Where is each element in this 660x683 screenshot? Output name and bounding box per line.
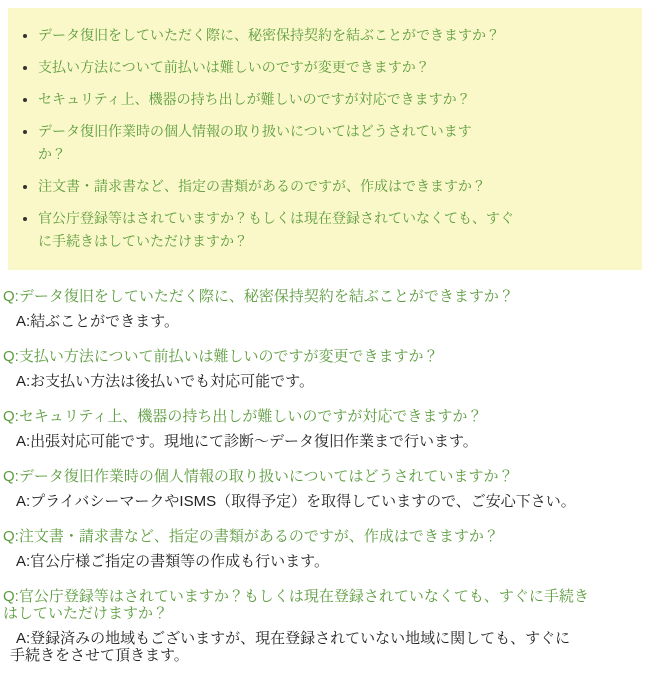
faq-answer: A:出張対応可能です。現地にて診断～データ復旧作業まで行います。 (16, 433, 478, 450)
question-list-item (38, 120, 630, 166)
question-list-item (38, 88, 630, 111)
question-list-item-text: データ復旧作業時の個人情報の取り扱いについてはどうされています (38, 123, 472, 139)
question-list (8, 24, 630, 253)
question-list-item (38, 56, 630, 79)
faq-question-line: はしていただけますか？ (3, 605, 169, 622)
faq-question (3, 588, 654, 622)
faq-answer-line: A:登録済みの地域もございますが、現在登録されていない地域に関しても、すぐに (16, 630, 571, 647)
faq-item (3, 408, 654, 450)
question-list-item-text: 支払い方法について前払いは難しいのですが変更できますか？ (38, 59, 430, 75)
question-summary-box (8, 8, 642, 270)
question-list-item (38, 24, 630, 47)
faq-question: Q:データ復旧をしていただく際に、秘密保持契約を結ぶことができますか？ (3, 288, 514, 305)
question-list-item-text: 官公庁登録等はされていますか？もしくは現在登録されていなくても、すぐ (38, 210, 514, 226)
faq-answer: A:結ぶことができます。 (16, 313, 179, 330)
faq-item (3, 528, 654, 570)
faq-item (3, 468, 654, 510)
faq-item (3, 288, 654, 330)
question-list-item (38, 207, 630, 253)
faq-question: Q:データ復旧作業時の個人情報の取り扱いについてはどうされていますか？ (3, 468, 514, 485)
faq-answer-line: 手続きをさせて頂きます。 (10, 647, 189, 664)
question-list-item-text: データ復旧をしていただく際に、秘密保持契約を結ぶことができますか？ (38, 27, 500, 43)
faq-question: Q:セキュリティ上、機器の持ち出しが難しいのですが対応できますか？ (3, 408, 483, 425)
faq-question: Q:注文書・請求書など、指定の書類があるのですが、作成はできますか？ (3, 528, 499, 545)
faq-item (3, 588, 654, 664)
faq-answer: A:プライバシーマークやISMS（取得予定）を取得していますので、ご安心下さい。 (16, 493, 576, 510)
faq-answer: A:お支払い方法は後払いでも対応可能です。 (16, 373, 314, 390)
faq-answer: A:官公庁様ご指定の書類等の作成も行います。 (16, 553, 329, 570)
faq-section (3, 288, 654, 664)
question-list-item-text: か？ (38, 146, 66, 162)
faq-answer (10, 630, 654, 664)
question-list-item (38, 175, 630, 198)
faq-item (3, 348, 654, 390)
question-list-item-text: に手続きはしていただけますか？ (38, 233, 248, 249)
faq-question: Q:支払い方法について前払いは難しいのですが変更できますか？ (3, 348, 439, 365)
faq-question-line: Q:官公庁登録等はされていますか？もしくは現在登録されていなくても、すぐに手続き (3, 588, 589, 605)
question-list-item-text: セキュリティ上、機器の持ち出しが難しいのですが対応できますか？ (38, 91, 471, 107)
question-list-item-text: 注文書・請求書など、指定の書類があるのですが、作成はできますか？ (38, 178, 486, 194)
